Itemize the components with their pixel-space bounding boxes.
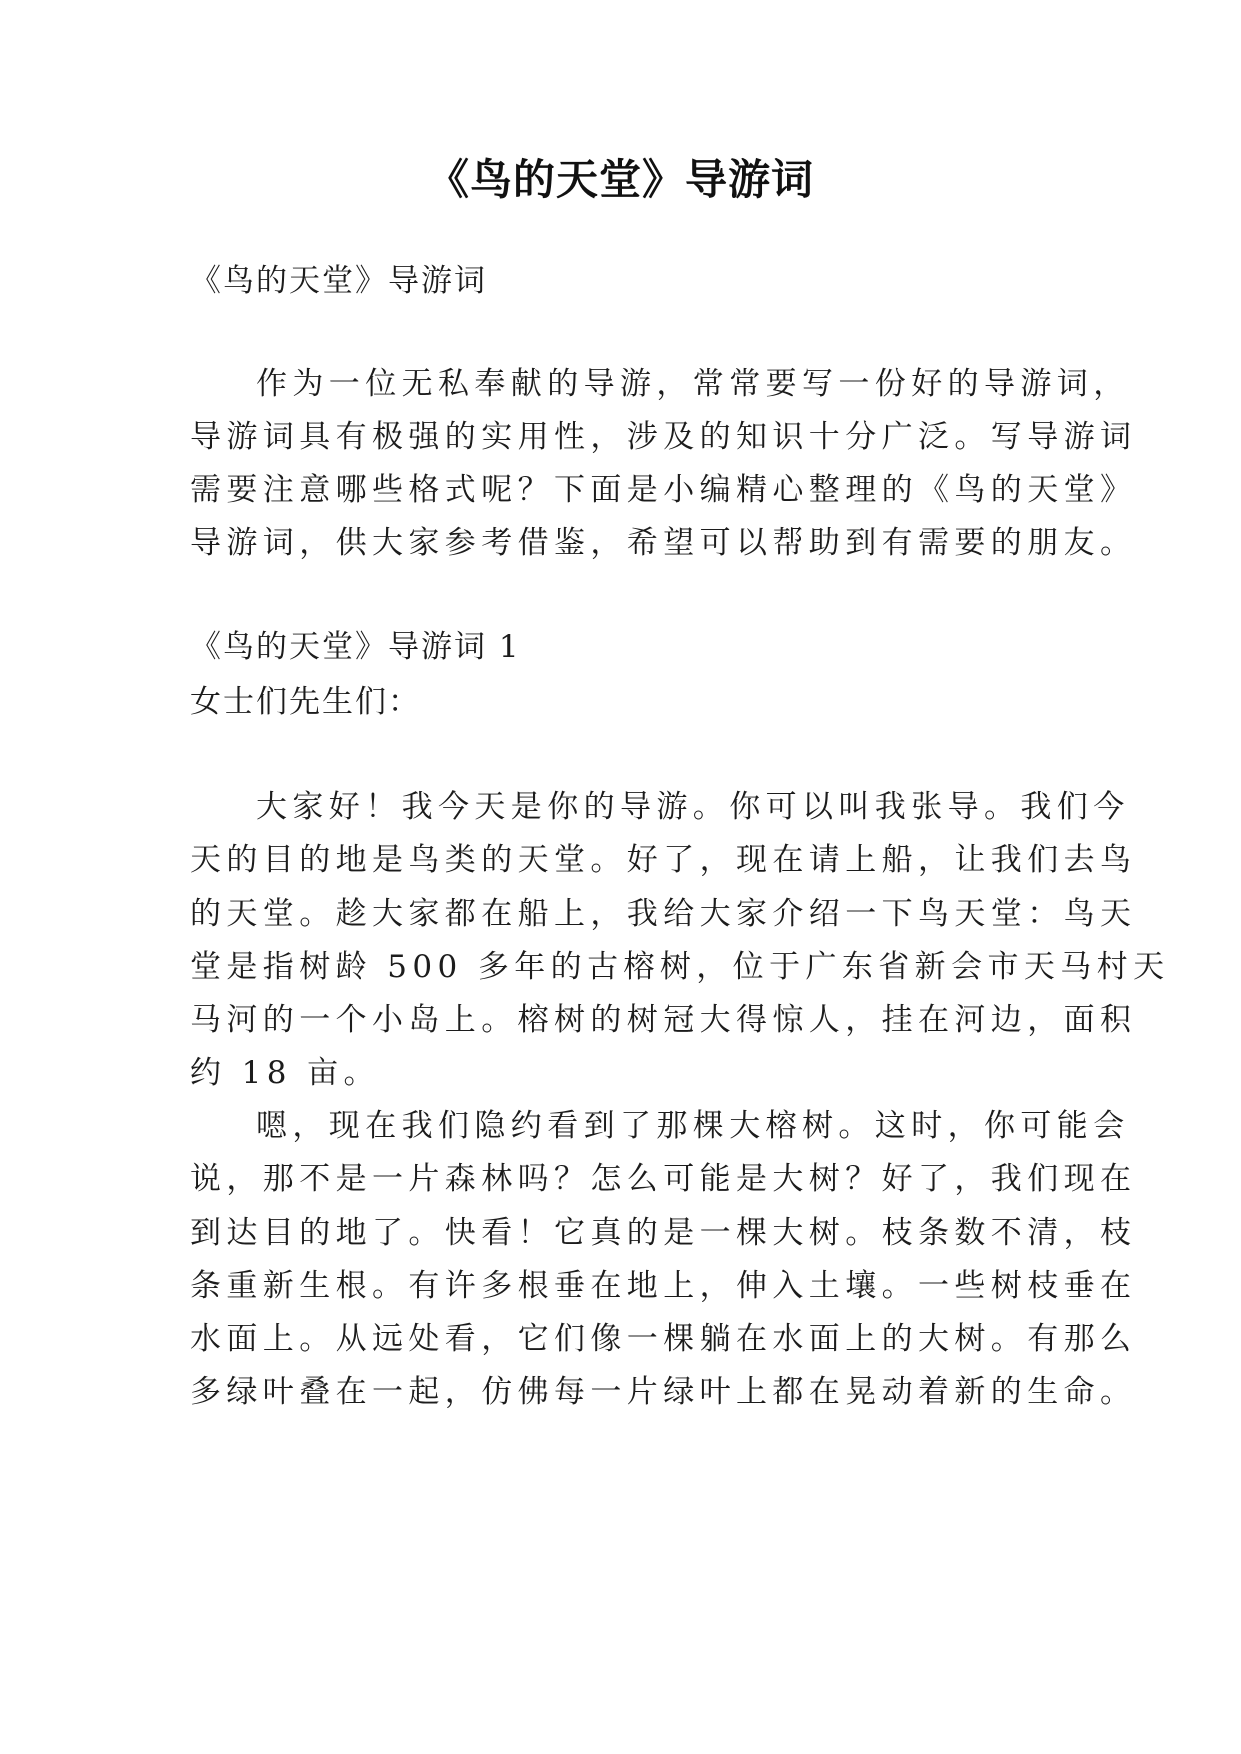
- intro-line: 导游词，供大家参考借鉴，希望可以帮助到有需要的朋友。: [190, 525, 1137, 561]
- intro-line: 导游词具有极强的实用性，涉及的知识十分广泛。写导游词: [190, 419, 1137, 455]
- paragraph-line: 到达目的地了。快看！它真的是一棵大树。枝条数不清，枝: [190, 1215, 1137, 1251]
- intro-line: 需要注意哪些格式呢？下面是小编精心整理的《鸟的天堂》: [190, 472, 1137, 508]
- document-subtitle: 《鸟的天堂》导游词: [190, 263, 487, 299]
- paragraph-line: 说，那不是一片森林吗？怎么可能是大树？好了，我们现在: [190, 1161, 1137, 1197]
- paragraph-line: 条重新生根。有许多根垂在地上，伸入土壤。一些树枝垂在: [190, 1268, 1137, 1304]
- paragraph-line: 马河的一个小岛上。榕树的树冠大得惊人，挂在河边，面积: [190, 1002, 1137, 1038]
- document-title: 《鸟的天堂》导游词: [426, 155, 814, 204]
- section-heading: 《鸟的天堂》导游词 1: [190, 629, 521, 665]
- paragraph-line: 的天堂。趁大家都在船上，我给大家介绍一下鸟天堂：鸟天: [190, 896, 1137, 932]
- greeting: 女士们先生们：: [190, 684, 421, 720]
- paragraph-line: 堂是指树龄 500 多年的古榕树，位于广东省新会市天马村天: [190, 949, 1170, 985]
- paragraph-line: 约 18 亩。: [190, 1055, 380, 1091]
- paragraph-line: 水面上。从远处看，它们像一棵躺在水面上的大树。有那么: [190, 1321, 1137, 1357]
- paragraph-line: 多绿叶叠在一起，仿佛每一片绿叶上都在晃动着新的生命。: [190, 1374, 1137, 1410]
- paragraph-line: 嗯，现在我们隐约看到了那棵大榕树。这时，你可能会: [256, 1108, 1130, 1144]
- intro-line: 作为一位无私奉献的导游，常常要写一份好的导游词，: [256, 366, 1130, 402]
- paragraph-line: 大家好！我今天是你的导游。你可以叫我张导。我们今: [256, 789, 1130, 825]
- paragraph-line: 天的目的地是鸟类的天堂。好了，现在请上船，让我们去鸟: [190, 842, 1137, 878]
